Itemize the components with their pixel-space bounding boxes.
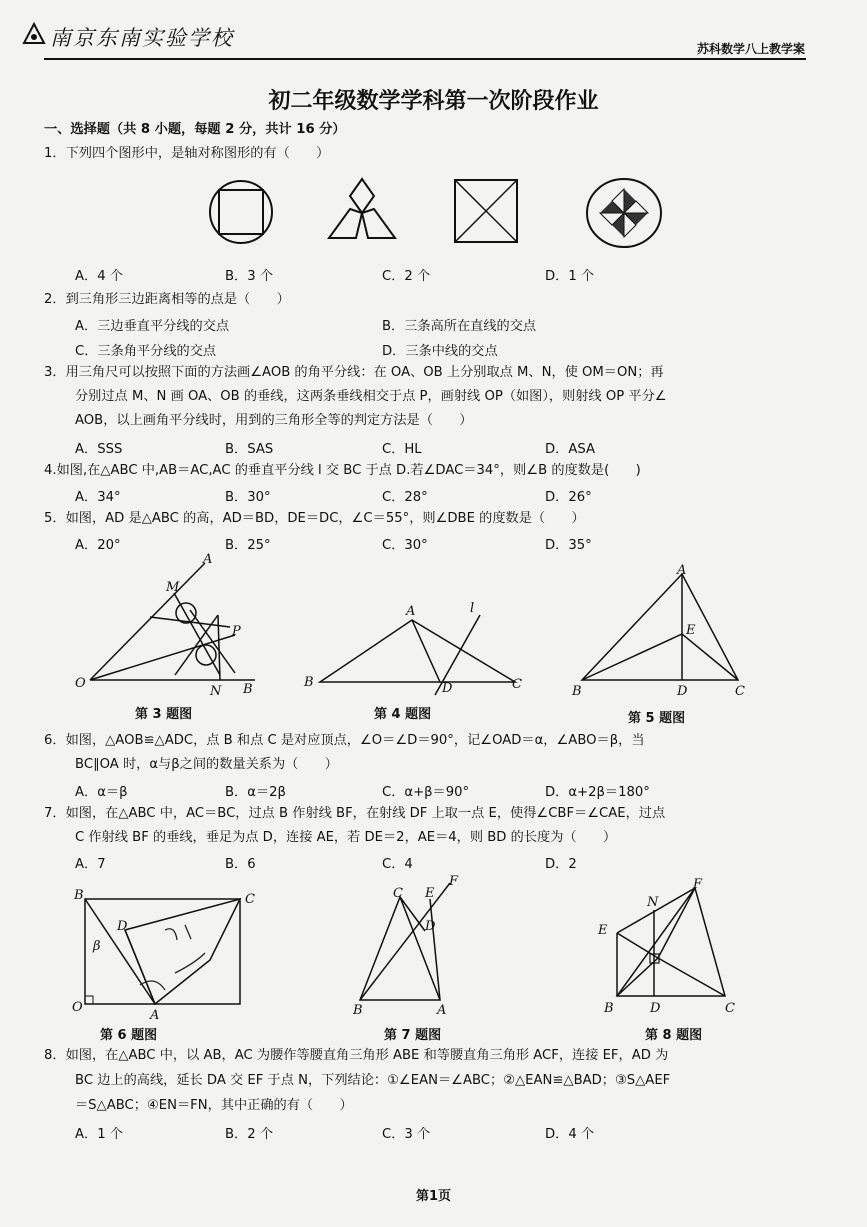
q6-label-c: C <box>245 892 255 907</box>
q8-option-a: A．1 个 <box>75 1127 123 1142</box>
q4-figure <box>300 560 530 700</box>
q8-figure-caption: 第 8 题图 <box>645 1028 703 1043</box>
q7-label-f: F <box>449 874 459 889</box>
q6-figure <box>65 885 255 1025</box>
q6-label-d: D <box>117 919 128 934</box>
page-number: 第1页 <box>415 1189 452 1204</box>
q1-stem: 1．下列四个图形中，是轴对称图形的有（ ） <box>44 146 330 161</box>
q6-stem-line1: 6．如图，△AOB≌△ADC，点 B 和点 C 是对应顶点，∠O＝∠D＝90°，记∠OAD＝α，∠ABO＝β，当 <box>44 733 645 748</box>
q4-stem: 4.如图,在△ABC 中,AB＝AC,AC 的垂直平分线 l 交 BC 于点 D.若∠DAC＝34°，则∠B 的度数是( ) <box>44 463 641 478</box>
q6-label-a: A <box>150 1008 160 1023</box>
q3-stem-line3: AOB，以上画角平分线时，用到的三角形全等的判定方法是（ ） <box>75 413 473 428</box>
q4-label-a: A <box>406 604 416 619</box>
q5-figure <box>570 562 760 702</box>
q5-label-a: A <box>677 563 687 578</box>
q3-label-p: P <box>232 624 241 639</box>
q8-stem-line1: 8．如图，在△ABC 中，以 AB，AC 为腰作等腰直角三角形 ABE 和等腰直角三角形 ACF，连接 EF，AD 为 <box>44 1048 669 1063</box>
q8-option-d: D．4 个 <box>545 1127 595 1142</box>
q5-label-d: D <box>677 684 688 699</box>
q8-label-e: E <box>598 923 608 938</box>
q5-option-b: B．25° <box>225 538 271 553</box>
page-title: 初二年级数学学科第一次阶段作业 <box>268 88 599 114</box>
q5-stem: 5．如图，AD 是△ABC 的高，AD＝BD，DE＝DC，∠C＝55°，则∠DBE 的度数是（ ） <box>44 511 585 526</box>
q3-figure <box>70 552 270 699</box>
q4-option-b: B．30° <box>225 490 271 505</box>
q5-option-d: D．35° <box>545 538 592 553</box>
q7-label-a: A <box>437 1003 447 1018</box>
q7-option-d: D．2 <box>545 857 577 872</box>
q5-figure-caption: 第 5 题图 <box>628 711 686 726</box>
q4-label-d: D <box>442 681 453 696</box>
q6-label-beta: β <box>93 939 101 954</box>
q3-label-n: N <box>210 684 222 699</box>
q2-option-c: C．三条角平分线的交点 <box>75 344 217 359</box>
q2-option-d: D．三条中线的交点 <box>382 344 498 359</box>
q7-figure <box>345 874 475 1018</box>
q6-label-b: B <box>74 888 84 903</box>
q3-label-a: A <box>203 552 213 567</box>
q8-label-b: B <box>604 1001 614 1016</box>
q4-option-c: C．28° <box>382 490 428 505</box>
q3-label-m: M <box>166 580 180 595</box>
q7-label-b: B <box>353 1003 363 1018</box>
q2-option-b: B．三条高所在直线的交点 <box>382 319 537 334</box>
q7-option-a: A．7 <box>75 857 106 872</box>
header-course-label: 苏科数学八上教学案 <box>696 42 805 56</box>
q5-label-c: C <box>735 684 745 699</box>
q5-label-e: E <box>686 623 696 638</box>
q3-label-o: O <box>75 676 86 691</box>
q4-label-b: B <box>304 675 314 690</box>
q1-figure-circle-square-icon <box>206 177 276 247</box>
q3-option-b: B．SAS <box>225 442 274 457</box>
q1-figure-triple-rhombus-icon <box>326 175 398 245</box>
q3-option-d: D．ASA <box>545 442 596 457</box>
q5-label-b: B <box>572 684 582 699</box>
q8-option-b: B．2 个 <box>225 1127 274 1142</box>
q1-figure-square-x-icon <box>452 177 522 247</box>
q8-stem-line3: ＝S△ABC；④EN＝FN，其中正确的有（ ） <box>75 1098 353 1113</box>
section-heading: 一、选择题（共 8 小题，每题 2 分，共计 16 分） <box>44 122 346 137</box>
q6-option-c: C．α+β＝90° <box>382 785 470 800</box>
q2-option-a: A．三边垂直平分线的交点 <box>75 319 230 334</box>
q3-option-a: A．SSS <box>75 442 123 457</box>
school-logo-icon <box>22 22 46 46</box>
q8-option-c: C．3 个 <box>382 1127 431 1142</box>
q6-option-b: B．α＝2β <box>225 785 286 800</box>
q7-label-e: E <box>425 886 435 901</box>
q4-option-d: D．26° <box>545 490 592 505</box>
q5-option-c: C．30° <box>382 538 428 553</box>
q5-option-a: A．20° <box>75 538 121 553</box>
q3-stem-line2: 分别过点 M、N 画 OA、OB 的垂线，这两条垂线相交于点 P，画射线 OP（如图），则射线 OP 平分∠ <box>75 389 667 404</box>
school-name: 南京东南实验学校 <box>50 26 234 50</box>
q7-label-d: D <box>425 919 436 934</box>
q2-stem: 2．到三角形三边距离相等的点是（ ） <box>44 292 290 307</box>
q7-figure-caption: 第 7 题图 <box>384 1028 442 1043</box>
q8-stem-line2: BC 边上的高线，延长 DA 交 EF 于点 N，下列结论：①∠EAN＝∠ABC；②△EAN≌△BAD；③S△AEF <box>75 1073 671 1088</box>
q4-figure-caption: 第 4 题图 <box>374 707 432 722</box>
q6-label-o: O <box>72 1000 83 1015</box>
q7-option-b: B．6 <box>225 857 256 872</box>
q4-label-l: l <box>470 601 475 616</box>
q8-label-n: N <box>647 895 659 910</box>
q4-option-a: A．34° <box>75 490 121 505</box>
q6-stem-line2: BC∥OA 时，α与β之间的数量关系为（ ） <box>75 757 338 772</box>
q1-option-b: B．3 个 <box>225 269 274 284</box>
q7-stem-line1: 7．如图，在△ABC 中，AC＝BC，过点 B 作射线 BF，在射线 DF 上取一点 E，使得∠CBF＝∠CAE，过点 <box>44 806 666 821</box>
q6-option-d: D．α+2β＝180° <box>545 785 650 800</box>
q6-figure-caption: 第 6 题图 <box>100 1028 158 1043</box>
header-divider <box>44 58 806 60</box>
q3-option-c: C．HL <box>382 442 422 457</box>
q1-option-c: C．2 个 <box>382 269 431 284</box>
q3-figure-caption: 第 3 题图 <box>135 707 193 722</box>
q6-option-a: A．α＝β <box>75 785 128 800</box>
q1-option-d: D．1 个 <box>545 269 595 284</box>
q8-figure <box>592 878 752 1018</box>
q4-label-c: C <box>512 677 522 692</box>
q8-label-d: D <box>650 1001 661 1016</box>
q7-label-c: C <box>393 886 403 901</box>
q8-label-c: C <box>725 1001 735 1016</box>
q3-label-b: B <box>243 682 253 697</box>
q3-stem-line1: 3．用三角尺可以按照下面的方法画∠AOB 的角平分线：在 OA、OB 上分别取点 M、N，使 OM＝ON；再 <box>44 365 664 380</box>
q7-option-c: C．4 <box>382 857 413 872</box>
q8-label-f: F <box>693 877 703 892</box>
q7-stem-line2: C 作射线 BF 的垂线，垂足为点 D，连接 AE，若 DE＝2，AE＝4，则 BD 的长度为（ ） <box>75 830 617 845</box>
q1-option-a: A．4 个 <box>75 269 123 284</box>
q1-figure-pinwheel-icon <box>584 177 664 249</box>
